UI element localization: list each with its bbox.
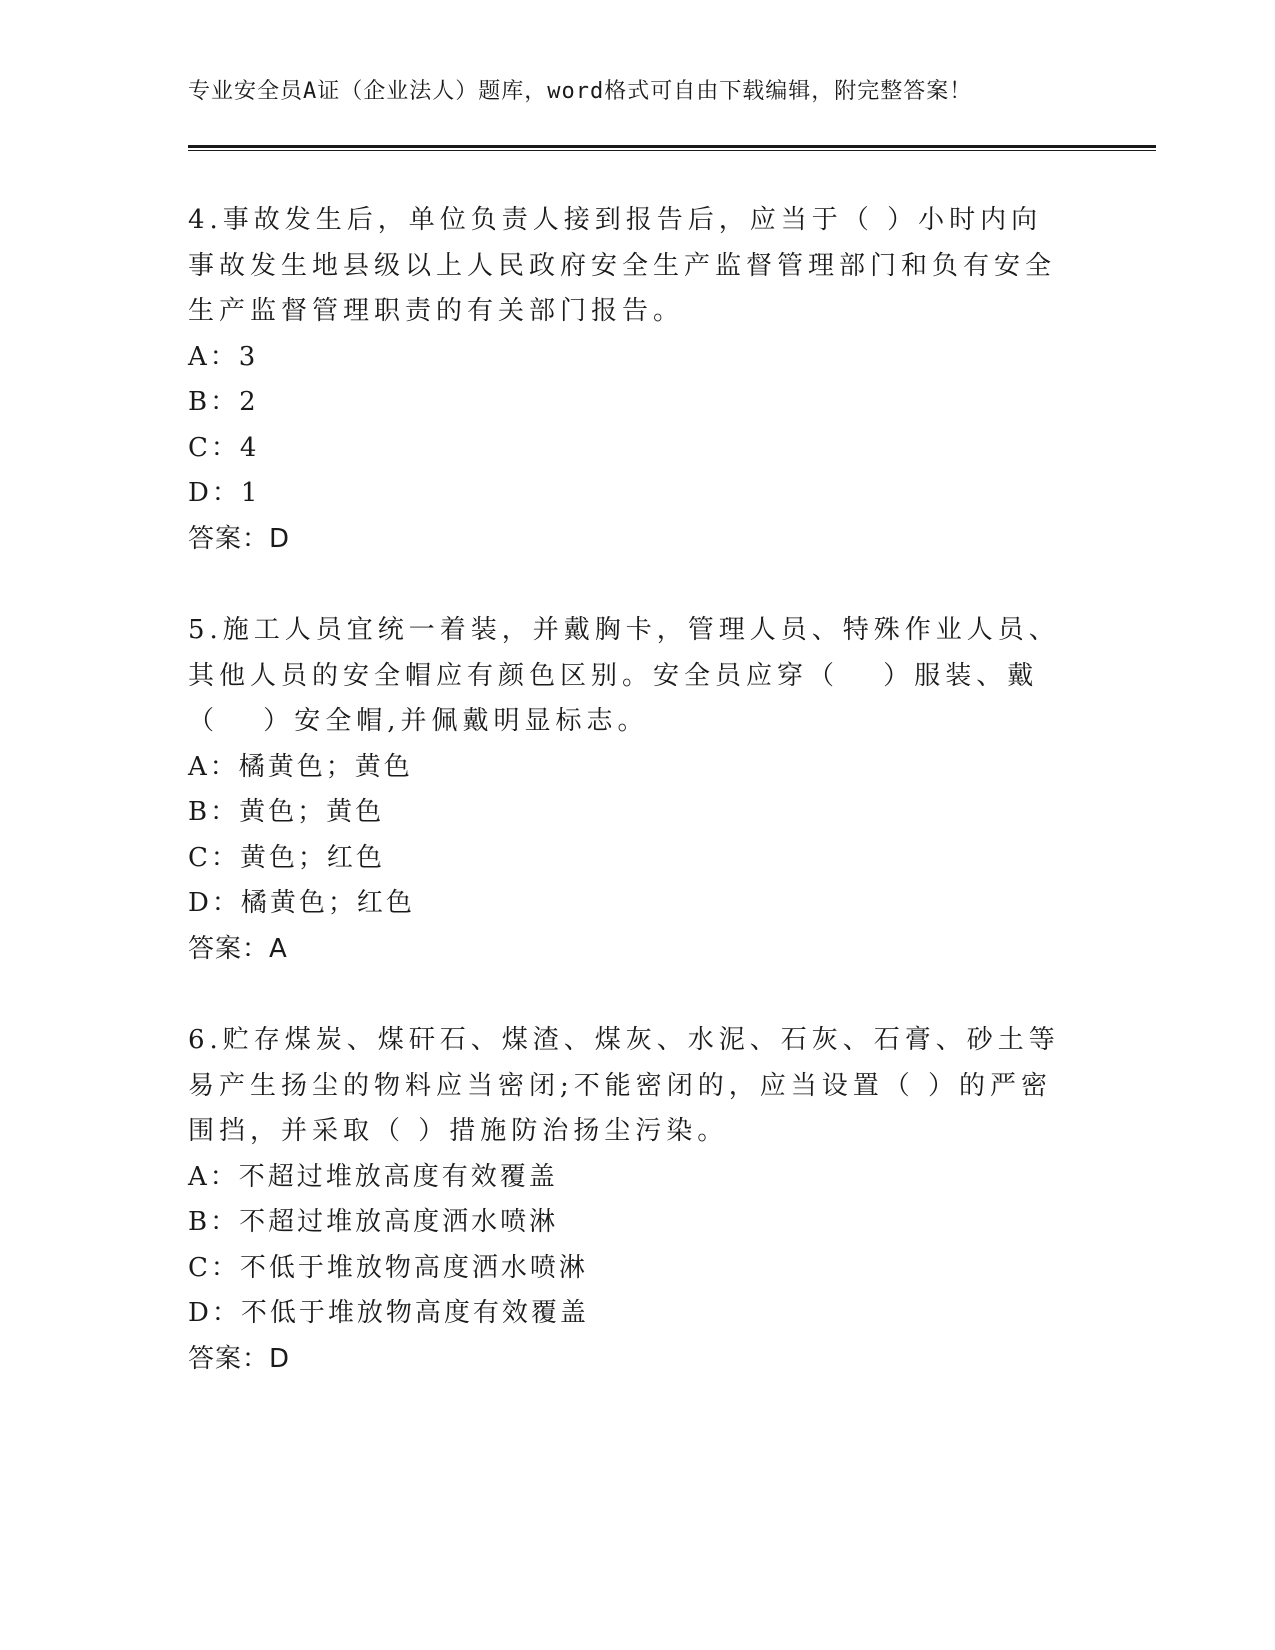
question-stem: 4.事故发生后，单位负责人接到报告后，应当于（ ）小时内向事故发生地县级以上人民政府安全生产监督管理部门和负有安全生产监督管理职责的有关部门报告。 <box>188 205 1057 326</box>
option-d: D：不低于堆放物高度有效覆盖 <box>188 1298 589 1328</box>
option-c: C：4 <box>188 432 260 463</box>
option-c: C：黄色；红色 <box>188 842 385 873</box>
question-5 <box>188 608 1068 972</box>
option-a: A：橘黄色；黄色 <box>188 751 413 782</box>
header-divider-thick <box>188 145 1156 148</box>
question-stem: 5.施工人员宜统一着装，并戴胸卡，管理人员、特殊作业人员、其他人员的安全帽应有颜色区别。安全员应穿（ ）服装、戴（ ）安全帽,并佩戴明显标志。 <box>188 615 1060 736</box>
option-d: D：1 <box>188 478 261 508</box>
header-divider-thin <box>188 150 1156 151</box>
answer-line: 答案：D <box>188 523 291 554</box>
option-b: B：2 <box>188 387 259 417</box>
answer-line: 答案：A <box>188 933 288 964</box>
answer-line: 答案：D <box>188 1343 291 1374</box>
option-d: D：橘黄色；红色 <box>188 888 415 918</box>
option-b: B：不超过堆放高度洒水喷淋 <box>188 1207 559 1237</box>
option-c: C：不低于堆放物高度洒水喷淋 <box>188 1252 588 1283</box>
option-b: B：黄色；黄色 <box>188 797 385 827</box>
option-a: A：3 <box>188 341 259 372</box>
question-stem: 6.贮存煤炭、煤矸石、煤渣、煤灰、水泥、石灰、石膏、砂土等易产生扬尘的物料应当密闭;不能密闭的，应当设置（ ）的严密围挡，并采取（ ）措施防治扬尘污染。 <box>188 1025 1060 1146</box>
header-title: 专业安全员A证（企业法人）题库，word格式可自由下载编辑，附完整答案！ <box>188 79 973 104</box>
question-6 <box>188 1018 1068 1382</box>
option-a: A：不超过堆放高度有效覆盖 <box>188 1161 558 1192</box>
question-4 <box>188 198 1068 562</box>
